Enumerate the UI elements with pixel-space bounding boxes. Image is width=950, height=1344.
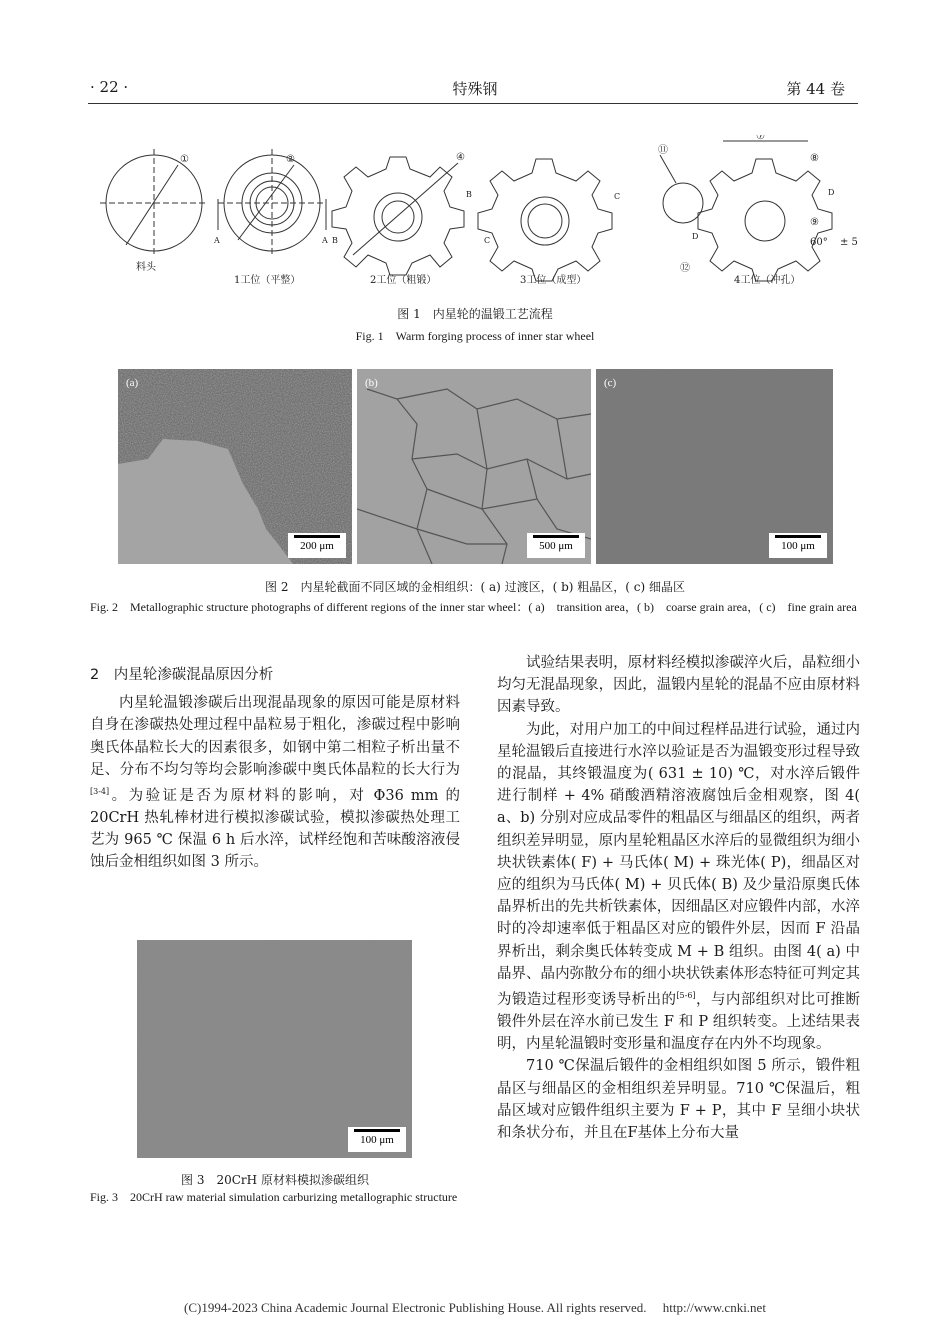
stage-label-1: 1工位（平整）: [234, 275, 301, 286]
section-2-title: 2 内星轮渗碳混晶原因分析: [90, 667, 274, 683]
callout-4: ④: [456, 152, 465, 163]
section-A-right: A: [322, 236, 328, 245]
stage-4-punch: [658, 135, 858, 286]
right-paragraph-3: 710 ℃保温后锻件的金相组织如图 5 所示，锻件粗晶区与细晶区的金相组织差异明显。710 ℃保温后，粗晶区域对应锻件组织主要为 F + P，其中 F 呈细小块状和条状分布，并且在F基体上分布大量: [497, 1058, 860, 1142]
stage-label-0: 料头: [136, 262, 156, 273]
section-2-paragraph-1: 内星轮温锻渗碳后出现混晶现象的原因可能是原材料自身在渗碳热处理过程中晶粒易于粗化，渗碳过程中影响奥氏体晶粒长大的因素很多，如钢中第二相粒子析出量不足、分布不均匀等均会影响渗碳中奥氏体晶粒的长大行为[3-4]。为验证是否为原材料的影响，对 Φ36 mm 的 20CrH 热轧棒材进行模拟渗碳试验，模拟渗碳热处理工艺为 965 ℃ 保温 6 h 后水淬，试样经饱和苦味酸溶液侵蚀后金相组织如图 3 所示。: [90, 695, 460, 871]
right-paragraph-2: 为此，对用户加工的中间过程样品进行试验，通过内星轮温锻后直接进行水淬以验证是否为温锻变形过程导致的混晶，其终锻温度为( 631 ± 10) ℃，对水淬后锻件进行制样 + 4% 硝酸酒精溶液腐蚀后金相观察，图 4( a、b) 分别对应成品零件的粗晶区与细晶区的组织，两者组织差异明显，原内星轮粗晶区水淬后的显微组织为细小块状铁素体( F) + 马氏体( M) + 珠光体( P)，细晶区对应的组织为马氏体( M) + 贝氏体( B) 及少量沿原奥氏体晶界析出的先共析铁素体，因细晶区对应锻件内部，水淬时的冷却速率低于粗晶区对应的锻件外层，因而 F 沿晶界析出，剩余奥氏体转变成 M + B 组织。由图 4( a) 中晶界、晶内弥散分布的细小块状铁素体形态特征可判定其为锻造过程形变诱导析出的[5-6]，与内部组织对比可推断锻件外层在淬水前已发生 F 和 P 组织转变。上述结果表明，内星轮温锻时变形量和温度存在内外不均现象。: [497, 721, 861, 1053]
scale-bar-c: 100 μm: [769, 533, 827, 558]
stage-label-2: 2工位（粗锻）: [370, 275, 437, 286]
figure-1-diagram: [88, 135, 868, 300]
stage-label-4: 4工位（冲孔）: [734, 275, 801, 286]
callout-12: ⑫: [680, 263, 690, 274]
right-paragraph-1: 试验结果表明，原材料经模拟渗碳淬火后，晶粒细小均匀无混晶现象，因此，温锻内星轮的混晶不应由原材料因素导致。: [497, 655, 860, 716]
section-C-right: C: [614, 192, 621, 201]
scale-bar-a: 200 μm: [288, 533, 346, 558]
figure-1-caption-cn: 图 1 内星轮的温锻工艺流程: [397, 307, 553, 321]
callout-9: ⑨: [810, 217, 819, 228]
panel-c-label: (c): [604, 377, 617, 389]
section-A-left: A: [214, 236, 220, 245]
scale-bar-line: [294, 535, 340, 538]
scale-bar-line: [354, 1129, 400, 1132]
stage-3-formed: [478, 159, 620, 286]
callout-7: ⑦: [756, 135, 765, 142]
section-C-left: C: [484, 236, 491, 245]
citation-3-4: [3-4]: [90, 787, 110, 797]
page-number: · 22 ·: [90, 78, 129, 96]
callout-1: ①: [180, 154, 189, 165]
panel-a-label: (a): [126, 377, 139, 389]
figure-3-caption-en: Fig. 3 20CrH raw material simulation carburizing metallographic structure: [90, 1190, 458, 1204]
stage-label-3: 3工位（成型）: [520, 275, 587, 286]
section-B-left: B: [332, 236, 338, 245]
figure-2-caption-en: Fig. 2 Metallographic structure photographs of different regions of the inner star wheel：( a) transition area，( b) coarse grain area，( c) fine grain area: [90, 600, 857, 614]
panel-b-label: (b): [365, 377, 378, 389]
callout-8: ⑧: [810, 153, 819, 164]
left-column: [90, 664, 460, 874]
scale-bar-line: [533, 535, 579, 538]
micrograph-a: [118, 369, 352, 564]
figure-2-caption-cn: 图 2 内星轮截面不同区域的金相组织：( a) 过渡区，( b) 粗晶区，( c) 细晶区: [265, 580, 685, 594]
section-D-left: D: [692, 232, 699, 241]
micrograph-c: [596, 369, 833, 564]
scale-bar-b: 500 μm: [527, 533, 585, 558]
copyright-footer: (C)1994-2023 China Academic Journal Electronic Publishing House. All rights reserved. http://www.cnki.net: [184, 1300, 766, 1315]
stage-1-flatten: [213, 149, 328, 286]
volume-label: 第 44 卷: [786, 80, 845, 98]
micrograph-b: [357, 369, 591, 564]
callout-2: ②: [286, 154, 295, 165]
scale-bar-line: [775, 535, 821, 538]
citation-5-6: [5-6]: [676, 991, 696, 1001]
callout-11: ⑪: [658, 145, 668, 156]
section-D-right: D: [828, 188, 835, 197]
right-column: [497, 652, 860, 1144]
figure-3-micrograph: [137, 940, 412, 1158]
header-rule: [88, 103, 858, 104]
stage-billet: [100, 149, 208, 273]
stage-2-rough: [332, 152, 472, 286]
journal-name: 特殊钢: [452, 80, 498, 98]
figure-3-caption-cn: 图 3 20CrH 原材料模拟渗碳组织: [181, 1173, 369, 1187]
angle-label: 60°: [810, 237, 828, 248]
figure-1-caption-en: Fig. 1 Warm forging process of inner star wheel: [355, 329, 595, 343]
angle-tolerance: ± 5: [840, 237, 858, 248]
scale-bar-fig3: 100 μm: [348, 1127, 406, 1152]
section-B-right: B: [466, 190, 472, 199]
